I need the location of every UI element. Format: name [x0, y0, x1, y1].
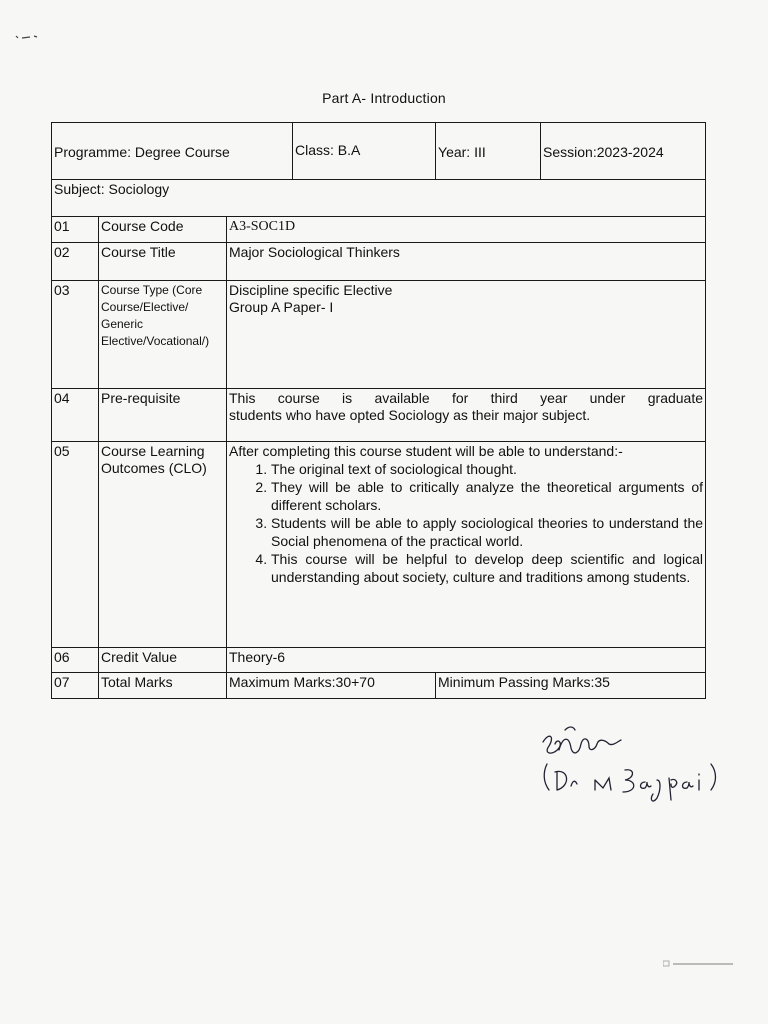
row-label: Credit Value — [99, 648, 227, 673]
subject-row — [52, 180, 706, 217]
prerequisite-line: This course is available for third year under graduate — [229, 390, 704, 406]
table-row — [52, 648, 706, 673]
clo-value — [227, 442, 706, 648]
programme-label: Programme: Degree Course — [54, 144, 230, 160]
course-table — [51, 122, 706, 699]
class-label: Class: B.A — [295, 142, 361, 158]
class-cell — [293, 123, 436, 180]
course-type-line: Discipline specific Elective — [229, 282, 393, 298]
row-label: Course Title — [99, 243, 227, 281]
row-number: 02 — [52, 243, 99, 281]
scan-mark — [12, 30, 52, 50]
session-label: Session:2023-2024 — [543, 144, 664, 160]
row-number: 07 — [52, 673, 99, 699]
clo-intro: After completing this course student will be able to understand:- — [229, 443, 623, 459]
session-cell — [541, 123, 706, 180]
row-label: Pre-requisite — [99, 389, 227, 442]
table-row — [52, 442, 706, 648]
year-cell — [436, 123, 541, 180]
table-row — [52, 243, 706, 281]
row-number: 04 — [52, 389, 99, 442]
row-number: 05 — [52, 442, 99, 648]
course-title-value: Major Sociological Thinkers — [227, 243, 706, 281]
row-number: 03 — [52, 281, 99, 389]
list-item: 4. This course will be helpful to develop deep scientific and logical understanding about society, culture and traditions among students. — [271, 550, 703, 586]
header-row — [52, 123, 706, 180]
subject-label: Subject: Sociology — [52, 180, 706, 217]
row-label: Total Marks — [99, 673, 227, 699]
row-number: 06 — [52, 648, 99, 673]
year-label: Year: III — [438, 144, 486, 160]
table-row — [52, 217, 706, 243]
scan-footer-mark — [663, 956, 733, 966]
table-row — [52, 673, 706, 699]
table-row — [52, 389, 706, 442]
table-row — [52, 281, 706, 389]
course-code-value: A3-SOC1D — [227, 217, 706, 243]
row-label: Course Learning Outcomes (CLO) — [99, 442, 227, 648]
max-marks: Maximum Marks:30+70 — [227, 673, 436, 699]
clo-list — [229, 460, 703, 586]
min-marks: Minimum Passing Marks:35 — [436, 673, 706, 699]
list-item: 1. The original text of sociological thought. — [271, 460, 703, 478]
row-label: Course Code — [99, 217, 227, 243]
course-type-line: Group A Paper- I — [229, 299, 334, 315]
list-item: 2. They will be able to critically analyze the theoretical arguments of different scholars. — [271, 478, 703, 514]
row-label: Course Type (Core Course/Elective/ Generic Elective/Vocational/) — [99, 281, 227, 389]
prerequisite-value — [227, 389, 706, 442]
credit-value: Theory-6 — [227, 648, 706, 673]
programme-cell — [52, 123, 293, 180]
row-number: 01 — [52, 217, 99, 243]
list-item: 3. Students will be able to apply sociological theories to understand the Social phenomena of the practical world. — [271, 514, 703, 550]
course-type-value — [227, 281, 706, 389]
prerequisite-line: students who have opted Sociology as their major subject. — [229, 407, 591, 423]
signature — [535, 720, 735, 810]
page-title: Part A- Introduction — [322, 90, 446, 106]
